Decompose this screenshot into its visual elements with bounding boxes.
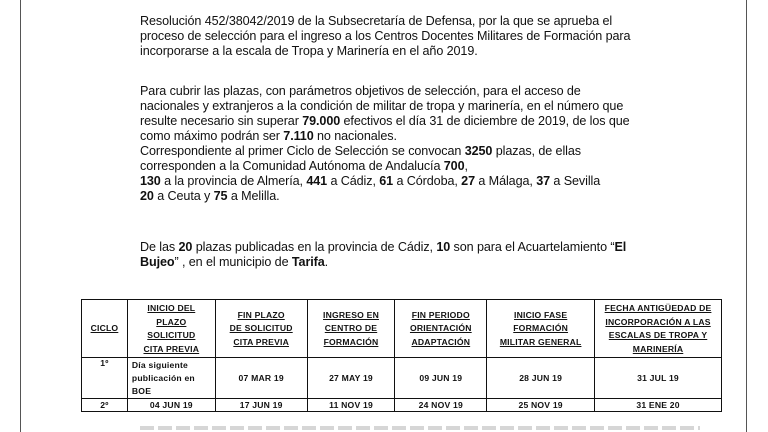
schedule-table — [81, 299, 722, 412]
header-inicio-fase: INICIO FASE FORMACIÓN MILITAR GENERAL — [487, 300, 595, 358]
cell-fecha: 31 ENE 20 — [595, 399, 722, 412]
cell-fin-plazo: 07 MAR 19 — [215, 358, 307, 399]
cell-fin-periodo: 24 NOV 19 — [395, 399, 487, 412]
cell-ingreso: 27 MAY 19 — [307, 358, 395, 399]
paragraph-line: incorporarse a la escala de Tropa y Marinería en el año 2019. — [140, 44, 478, 58]
max-no-nacionales: 7.110 — [283, 129, 314, 143]
header-fin-periodo: FIN PERIODO ORIENTACIÓN ADAPTACIÓN — [395, 300, 487, 358]
cell-inicio-fase: 28 JUN 19 — [487, 358, 595, 399]
cell-fin-plazo: 17 JUN 19 — [215, 399, 307, 412]
page-border-left — [20, 0, 21, 432]
paragraph-cadiz — [140, 240, 700, 270]
paragraph-line: Correspondiente al primer Ciclo de Selección se convocan 3250 plazas, de ellas — [140, 144, 581, 158]
paragraph-line: nacionales y extranjeros a la condición de militar de tropa y marinería, en el número que — [140, 99, 624, 113]
paragraph-line: proceso de selección para el ingreso a los Centros Docentes Militares de Formación para — [140, 29, 631, 43]
cell-ciclo: 2º — [82, 399, 128, 412]
plazas-andalucia: 700 — [443, 159, 465, 173]
paragraph-line: como máximo podrán ser 7.110 no nacionales. — [140, 129, 397, 143]
paragraph-resolucion — [140, 14, 700, 59]
paragraph-plazas — [140, 84, 700, 204]
paragraph-line: Bujeo” , en el municipio de Tarifa. — [140, 255, 329, 269]
max-efectivos: 79.000 — [302, 114, 341, 128]
paragraph-line: Para cubrir las plazas, con parámetros objetivos de selección, para el acceso de — [140, 84, 581, 98]
paragraph-line: 20 a Ceuta y 75 a Melilla. — [140, 189, 280, 203]
table-row — [82, 358, 722, 399]
header-ingreso: INGRESO EN CENTRO DE FORMACIÓN — [307, 300, 395, 358]
cell-fecha: 31 JUL 19 — [595, 358, 722, 399]
plazas-total: 3250 — [464, 144, 493, 158]
table-header-row — [82, 300, 722, 358]
cell-inicio: Día siguiente publicación en BOE — [127, 358, 215, 399]
cropped-footer-text — [140, 426, 700, 430]
paragraph-line: corresponden a la Comunidad Autónoma de Andalucía 700, — [140, 159, 468, 173]
paragraph-line: 130 a la provincia de Almería, 441 a Cádiz, 61 a Córdoba, 27 a Málaga, 37 a Sevilla — [140, 174, 601, 188]
page-border-right — [746, 0, 747, 432]
paragraph-line: De las 20 plazas publicadas en la provincia de Cádiz, 10 son para el Acuartelamiento “El — [140, 240, 627, 254]
header-inicio-plazo: INICIO DEL PLAZO SOLICITUD CITA PREVIA — [127, 300, 215, 358]
paragraph-line: resulte necesario sin superar 79.000 efectivos el día 31 de diciembre de 2019, de los que — [140, 114, 630, 128]
paragraph-line: Resolución 452/38042/2019 de la Subsecretaría de Defensa, por la que se aprueba el — [140, 14, 613, 28]
cell-fin-periodo: 09 JUN 19 — [395, 358, 487, 399]
cell-inicio-fase: 25 NOV 19 — [487, 399, 595, 412]
table-row — [82, 399, 722, 412]
header-ciclo: CICLO — [82, 300, 128, 358]
cell-ingreso: 11 NOV 19 — [307, 399, 395, 412]
header-fin-plazo: FIN PLAZO DE SOLICITUD CITA PREVIA — [215, 300, 307, 358]
cell-ciclo: 1º — [82, 358, 128, 399]
header-fecha-antiguedad: FECHA ANTIGÜEDAD DE INCORPORACIÓN A LAS ESCALAS DE TROPA Y MARINERÍA — [595, 300, 722, 358]
cell-inicio: 04 JUN 19 — [127, 399, 215, 412]
